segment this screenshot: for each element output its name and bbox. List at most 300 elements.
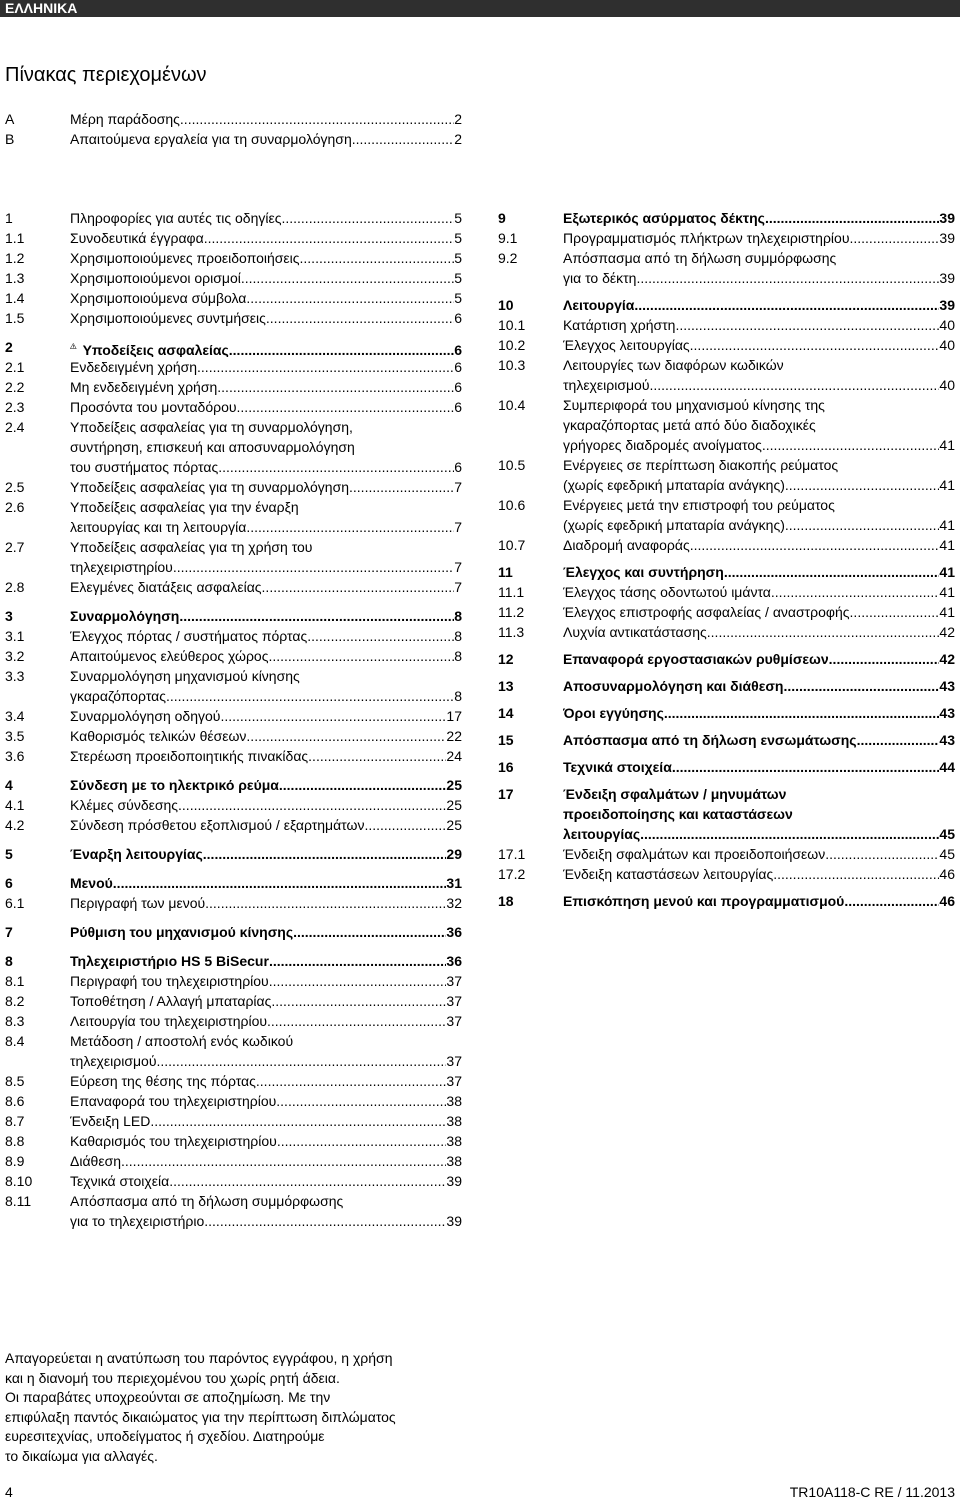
dot-leader: [303, 248, 454, 268]
toc-entry: [5, 775, 462, 795]
toc-entry-title: Απόσπασμα από τη δήλωση συμμόρφωσης: [563, 250, 837, 266]
dot-leader: [229, 340, 454, 357]
toc-entry-number: 10.3: [498, 357, 526, 373]
toc-entry-title: Λυχνία αντικατάστασης: [563, 624, 707, 640]
toc-page-number: 45: [939, 846, 955, 862]
toc-entry-title: Ένδειξη καταστάσεων λειτουργίας: [563, 866, 774, 882]
toc-entry-title: Συμπεριφορά του μηχανισμού κίνησης της: [563, 397, 825, 413]
dot-leader: [113, 873, 447, 893]
toc-title: Πίνακας περιεχομένων: [5, 64, 207, 86]
toc-entry-number: 8.6: [5, 1093, 25, 1109]
toc-entry-number: 8.1: [5, 973, 25, 989]
toc-entry: [5, 497, 462, 537]
toc-entry: [498, 757, 955, 777]
toc-page-number: 41: [939, 537, 955, 553]
toc-page-number: 37: [446, 1013, 462, 1029]
toc-entry-title: Υποδείξεις ασφαλείας για την έναρξη: [70, 499, 299, 515]
dot-leader: [690, 335, 940, 355]
toc-entry: [498, 335, 955, 355]
toc-entry: [5, 288, 462, 308]
toc-entry-number: 1.4: [5, 290, 25, 306]
toc-page-number: 37: [446, 993, 462, 1009]
toc-page-number: 46: [939, 866, 955, 882]
toc-entry-title: Έναρξη λειτουργίας: [70, 846, 203, 862]
dot-leader: [173, 557, 454, 577]
dot-leader: [246, 517, 454, 537]
dot-leader: [256, 1071, 447, 1091]
dot-leader: [166, 686, 454, 706]
toc-entry: [5, 815, 462, 835]
toc-entry-number: 17.1: [498, 846, 526, 862]
dot-leader: [246, 288, 454, 308]
document-code: TR10A118-C RE / 11.2013: [789, 1484, 955, 1500]
dot-leader: [707, 622, 940, 642]
toc-entry-number: 1.2: [5, 250, 25, 266]
toc-page-number: 46: [939, 893, 955, 909]
toc-entry-number: 11: [498, 564, 513, 580]
toc-entry-number: 3.5: [5, 728, 25, 744]
toc-entry: [498, 784, 955, 844]
dot-leader: [266, 308, 454, 328]
toc-entry-number: A: [5, 111, 15, 127]
toc-entry-title: Συναρμολόγηση μηχανισμού κίνησης: [70, 668, 300, 684]
toc-page-number: 7: [454, 519, 462, 535]
toc-entry-title: Χρησιμοποιούμενες συντμήσεις: [70, 310, 266, 326]
toc-entry-title: Μέρη παράδοσης: [70, 111, 180, 127]
toc-entry: [498, 622, 955, 642]
toc-page-number: 42: [939, 651, 955, 667]
toc-page-number: 8: [454, 688, 462, 704]
dot-leader: [180, 109, 454, 129]
toc-entry-title: Υποδείξεις ασφαλείας για τη συναρμολόγηση: [70, 479, 350, 495]
toc-entry-title: Μενού: [70, 875, 113, 891]
toc-page-number: 7: [454, 479, 462, 495]
dot-leader: [634, 295, 939, 315]
dot-leader: [218, 457, 454, 477]
toc-entry-number: 14: [498, 705, 514, 721]
dot-leader: [179, 606, 454, 626]
toc-page-number: 6: [454, 359, 462, 375]
toc-entry-number: 7: [5, 924, 13, 940]
dot-leader: [156, 1051, 446, 1071]
toc-page-number: 36: [446, 924, 462, 940]
toc-page-number: 41: [939, 604, 955, 620]
toc-entry-number: 1.3: [5, 270, 25, 286]
toc-page-number: 6: [454, 379, 462, 395]
toc-page-number: 37: [446, 1053, 462, 1069]
toc-entry: [5, 1131, 462, 1151]
toc-page-number: 5: [454, 270, 462, 286]
dot-leader: [307, 626, 454, 646]
toc-page-number: 2: [454, 131, 462, 147]
toc-entry: [498, 864, 955, 884]
toc-entry-number: 15: [498, 732, 514, 748]
toc-entry-number: 10.1: [498, 317, 526, 333]
toc-entry-number: 2.6: [5, 499, 25, 515]
toc-entry-number: 8.3: [5, 1013, 25, 1029]
toc-entry-number: 8.8: [5, 1133, 25, 1149]
toc-entry-number: 6.1: [5, 895, 25, 911]
toc-entry-number: 11.1: [498, 584, 525, 600]
toc-entry: [5, 308, 462, 328]
toc-page-number: 44: [939, 759, 955, 775]
dot-leader: [762, 435, 940, 455]
dot-leader: [269, 951, 446, 971]
toc-entry-title: Χρησιμοποιούμενοι ορισμοί.: [70, 270, 245, 286]
dot-leader: [356, 129, 455, 149]
toc-entry: [5, 873, 462, 893]
toc-entry: [5, 606, 462, 626]
toc-entry: [5, 666, 462, 706]
toc-entry: [5, 337, 462, 357]
toc-entry-title: για το δέκτη: [563, 270, 637, 286]
toc-page-number: 32: [446, 895, 462, 911]
dot-leader: [675, 315, 939, 335]
toc-entry-number: 10: [498, 297, 514, 313]
toc-entry-title: λειτουργίας και τη λειτουργία: [70, 519, 247, 535]
dot-leader: [724, 562, 940, 582]
dot-leader: [771, 582, 940, 602]
toc-entry-title: Στερέωση προειδοποιητικής πινακίδας: [70, 748, 309, 764]
toc-entry-number: 16: [498, 759, 514, 775]
toc-entry-number: 4.2: [5, 817, 25, 833]
toc-entry: [498, 730, 955, 750]
dot-leader: [364, 815, 446, 835]
toc-entry: [5, 1091, 462, 1111]
toc-entry-title: Εξωτερικός ασύρματος δέκτης: [563, 210, 765, 226]
toc-page-number: 25: [446, 797, 462, 813]
toc-right-column: [498, 208, 955, 911]
toc-entry-number: 9.1: [498, 230, 518, 246]
toc-entry-number: 8.9: [5, 1153, 25, 1169]
toc-entry: [5, 208, 462, 228]
copyright-notice: [5, 1349, 475, 1466]
copyright-line: επιφύλαξη παντός δικαιώματος για την περίπτωση διπλώματος: [5, 1408, 396, 1425]
toc-entry-title: (χωρίς εφεδρική μπαταρία ανάγκης): [563, 517, 785, 533]
copyright-line: Οι παραβάτες υποχρεούνται σε αποζημίωση. Με την: [5, 1389, 331, 1405]
toc-entry: [5, 109, 462, 129]
toc-entry-title: συντήρηση, επισκευή και αποσυναρμολόγηση: [70, 439, 355, 455]
dot-leader: [672, 757, 940, 777]
toc-entry: [498, 562, 955, 582]
toc-entry: [5, 1151, 462, 1171]
toc-page-number: 5: [454, 290, 462, 306]
dot-leader: [783, 676, 939, 696]
toc-entry-number: 3: [5, 608, 13, 624]
dot-leader: [785, 515, 940, 535]
dot-leader: [121, 1151, 446, 1171]
toc-page-number: 38: [446, 1093, 462, 1109]
toc-page-number: 41: [939, 584, 955, 600]
toc-page-number: 8: [454, 628, 462, 644]
toc-entry-title: Λειτουργία του τηλεχειριστηρίου.: [70, 1013, 271, 1029]
dot-leader: [220, 706, 446, 726]
toc-entry: [498, 602, 955, 622]
toc-entry-number: 2.2: [5, 379, 25, 395]
toc-entry-title: Διάθεση: [70, 1153, 122, 1169]
toc-entry: [498, 455, 955, 495]
dot-leader: [150, 1111, 446, 1131]
toc-entry-number: 3.6: [5, 748, 25, 764]
dot-leader: [829, 649, 940, 669]
dot-leader: [281, 208, 454, 228]
dot-leader: [276, 1091, 446, 1111]
toc-entry-title: Κλέμες σύνδεσης: [70, 797, 179, 813]
language-header-bar: [0, 0, 960, 17]
toc-entry: [5, 417, 462, 477]
toc-entry: [498, 208, 955, 228]
toc-entry-title: Υποδείξεις ασφαλείας για τη χρήση του: [70, 539, 313, 555]
toc-entry-number: 1.1: [5, 230, 25, 246]
toc-entry-number: 8.2: [5, 993, 25, 1009]
toc-entry: [5, 577, 462, 597]
toc-entry: [5, 1191, 462, 1231]
dot-leader: [857, 730, 940, 750]
toc-page-number: 40: [939, 377, 955, 393]
toc-entry-number: 8.4: [5, 1033, 25, 1049]
toc-entry-number: 3.3: [5, 668, 25, 684]
toc-entry-number: 18: [498, 893, 514, 909]
toc-entry-number: B: [5, 131, 15, 147]
dot-leader: [203, 844, 447, 864]
toc-entry-title: Απαιτούμενος ελεύθερος χώρος: [70, 648, 269, 664]
toc-page-number: 42: [939, 624, 955, 640]
toc-entry-title: Μετάδοση / αποστολή ενός κωδικού: [70, 1033, 294, 1049]
toc-entry-title: Επαναφορά του τηλεχειριστηρίου: [70, 1093, 277, 1109]
toc-entry: [498, 295, 955, 315]
dot-leader: [245, 268, 454, 288]
toc-entry-number: 2.5: [5, 479, 25, 495]
toc-entry-number: 2.3: [5, 399, 25, 415]
toc-entry-title: Καθαρισμός του τηλεχειριστηρίου: [70, 1133, 277, 1149]
toc-page-number: 5: [454, 250, 462, 266]
toc-entry: [498, 355, 955, 395]
language-label: ΕΛΛΗΝΙΚΑ: [5, 0, 78, 16]
toc-entry-title: Απόσπασμα από τη δήλωση ενσωμάτωσης: [563, 732, 857, 748]
toc-entry-title: Ενέργειες μετά την επιστροφή του ρεύματος: [563, 497, 835, 513]
toc-entry-title: Λειτουργίες των διαφόρων κωδικών: [563, 357, 784, 373]
toc-entry-title: Απαιτούμενα εργαλεία για τη συναρμολόγηση.: [70, 131, 356, 147]
toc-entry: [5, 477, 462, 497]
toc-entry-number: 8.10: [5, 1173, 33, 1189]
toc-entry: [5, 795, 462, 815]
toc-page-number: 39: [446, 1173, 462, 1189]
toc-entry: [5, 268, 462, 288]
toc-page-number: 45: [939, 826, 955, 842]
dot-leader: [205, 893, 446, 913]
toc-entry-number: 17: [498, 786, 514, 802]
dot-leader: [197, 357, 454, 377]
toc-entry-title: Εύρεση της θέσης της πόρτας: [70, 1073, 256, 1089]
toc-page-number: 40: [939, 337, 955, 353]
toc-entry: [5, 626, 462, 646]
toc-entry: [5, 893, 462, 913]
dot-leader: [293, 922, 446, 942]
toc-entry-title: Χρησιμοποιούμενες προειδοποιήσεις.: [70, 250, 304, 266]
toc-page-number: 6: [454, 459, 462, 475]
toc-entry-title: Σύνδεση πρόσθετου εξοπλισμού / εξαρτημάτων: [70, 817, 365, 833]
toc-page-number: 38: [446, 1113, 462, 1129]
toc-entry-number: 10.5: [498, 457, 526, 473]
dot-leader: [690, 535, 940, 555]
toc-page-number: 22: [446, 728, 462, 744]
dot-leader: [277, 1131, 447, 1151]
dot-leader: [636, 268, 939, 288]
toc-entry-number: 10.2: [498, 337, 526, 353]
toc-entry-title: Τεχνικά στοιχεία: [563, 759, 672, 775]
toc-page-number: 25: [446, 817, 462, 833]
toc-entry: [5, 746, 462, 766]
toc-entry-title: Ένδειξη σφαλμάτων και προειδοποιήσεων: [563, 846, 826, 862]
toc-entry: [5, 706, 462, 726]
toc-entry-title: Περιγραφή του τηλεχειριστηρίου: [70, 973, 269, 989]
toc-entry: [498, 248, 955, 288]
toc-entry: [5, 991, 462, 1011]
toc-page-number: 8: [454, 608, 462, 624]
toc-entry-title: Ελεγμένες διατάξεις ασφαλείας: [70, 579, 262, 595]
dot-leader: [217, 377, 454, 397]
toc-entry: [5, 922, 462, 942]
toc-page-number: 39: [939, 270, 955, 286]
dot-leader: [178, 795, 446, 815]
copyright-line: το δικαίωμα για αλλαγές.: [5, 1447, 158, 1464]
toc-entry-number: 3.2: [5, 648, 25, 664]
toc-entry-number: 9.2: [498, 250, 518, 266]
toc-page-number: 7: [454, 579, 462, 595]
toc-entry-number: 2: [5, 339, 13, 355]
toc-entry: [5, 397, 462, 417]
toc-entry-number: 4: [5, 777, 13, 793]
toc-entry-title: Κατάρτιση χρήστη: [563, 317, 676, 333]
toc-entry-title: Επισκόπηση μενού και προγραμματισμού: [563, 893, 845, 909]
toc-page-number: 43: [939, 705, 955, 721]
toc-page-number: 17: [446, 708, 462, 724]
toc-entry: [498, 676, 955, 696]
toc-entry: [5, 357, 462, 377]
toc-page-number: 7: [454, 559, 462, 575]
toc-left-column: [5, 208, 462, 1231]
toc-entry-title: Επαναφορά εργοστασιακών ρυθμίσεων: [563, 651, 829, 667]
toc-entry-title: γκαραζόπορτας μετά από δύο διαδοχικές: [563, 417, 816, 433]
dot-leader: [262, 577, 455, 597]
toc-entry-number: 12: [498, 651, 514, 667]
dot-leader: [765, 208, 939, 228]
toc-page-number: 41: [939, 477, 955, 493]
toc-entry-title: Περιγραφή των μενού: [70, 895, 206, 911]
dot-leader: [169, 1171, 446, 1191]
toc-entry-title: Έλεγχος και συντήρηση: [563, 564, 724, 580]
toc-entry-title: Έλεγχος πόρτας / συστήματος πόρτας: [70, 628, 308, 644]
toc-entry-title: Διαδρομή αναφοράς: [563, 537, 690, 553]
toc-entry-number: 13: [498, 678, 514, 694]
dot-leader: [649, 375, 939, 395]
toc-entry: [5, 726, 462, 746]
toc-page-number: 2: [454, 111, 462, 127]
toc-entry-title: Απόσπασμα από τη δήλωση συμμόρφωσης: [70, 1193, 344, 1209]
dot-leader: [640, 824, 939, 844]
toc-entry-title: για το τηλεχειριστήριο: [70, 1213, 205, 1229]
dot-leader: [204, 228, 454, 248]
toc-entry-title: Έλεγχος τάσης οδοντωτού ιμάντα: [563, 584, 771, 600]
toc-page-number: 38: [446, 1133, 462, 1149]
toc-entry-title: Συνοδευτικά έγγραφα: [70, 230, 204, 246]
dot-leader: [204, 1211, 446, 1231]
toc-entry-title: Ενέργειες σε περίπτωση διακοπής ρεύματος: [563, 457, 839, 473]
toc-page-number: 39: [939, 210, 955, 226]
toc-entry: [498, 535, 955, 555]
toc-page-number: 29: [446, 846, 462, 862]
toc-page-number: 39: [939, 297, 955, 313]
toc-entry-number: 17.2: [498, 866, 526, 882]
toc-entry-title: Συναρμολόγηση οδηγού: [70, 708, 221, 724]
toc-page-number: 43: [939, 732, 955, 748]
toc-entry-number: 11.2: [498, 604, 525, 620]
toc-entry: [5, 377, 462, 397]
dot-leader: [850, 602, 940, 622]
toc-page-number: 5: [454, 230, 462, 246]
toc-entry-number: 3.1: [5, 628, 25, 644]
toc-page-number: 5: [454, 210, 462, 226]
toc-entry-number: 2.4: [5, 419, 25, 435]
toc-entry-title: τηλεχειριστηρίου: [70, 559, 173, 575]
toc-entry: [5, 1171, 462, 1191]
toc-entry: [5, 129, 462, 149]
dot-leader: [785, 475, 940, 495]
toc-entry-title: τηλεχειρισμού: [70, 1053, 157, 1069]
dot-leader: [825, 844, 939, 864]
dot-leader: [664, 703, 940, 723]
toc-entry-title: Αποσυναρμολόγηση και διάθεση: [563, 678, 784, 694]
toc-entry-title: Τηλεχειριστήριο HS 5 BiSecur: [70, 953, 269, 969]
toc-page-number: 36: [446, 953, 462, 969]
toc-entry-number: 6: [5, 875, 13, 891]
dot-leader: [349, 477, 454, 497]
dot-leader: [271, 991, 446, 1011]
dot-leader: [237, 397, 455, 417]
toc-page-number: 31: [446, 875, 462, 891]
toc-page-number: 6: [454, 399, 462, 415]
toc-entry-title: Συναρμολόγηση: [70, 608, 180, 624]
toc-page-number: 39: [446, 1213, 462, 1229]
toc-entry-number: 8.7: [5, 1113, 25, 1129]
toc-entry-number: 8: [5, 953, 13, 969]
toc-entry-number: 10.4: [498, 397, 526, 413]
toc-entry: [5, 971, 462, 991]
toc-entry: [5, 951, 462, 971]
toc-entry-number: 2.8: [5, 579, 25, 595]
toc-entry-title: προειδοποίησης και καταστάσεων: [563, 806, 793, 822]
dot-leader: [844, 891, 939, 911]
toc-entry: [498, 891, 955, 911]
toc-entry-title: Ένδειξη LED: [70, 1113, 151, 1129]
toc-entry-number: 10.6: [498, 497, 526, 513]
toc-entry-number: 8.5: [5, 1073, 25, 1089]
toc-page-number: 6: [454, 310, 462, 326]
toc-entry-title: Σύνδεση με το ηλεκτρικό ρεύμα: [70, 777, 279, 793]
toc-entry: [498, 395, 955, 455]
toc-entry-number: 2.7: [5, 539, 25, 555]
toc-entry: [5, 537, 462, 577]
toc-entry: [498, 495, 955, 535]
page-number: 4: [5, 1484, 13, 1500]
toc-page-number: 40: [939, 317, 955, 333]
toc-entry-number: 10.7: [498, 537, 526, 553]
toc-entry: [498, 582, 955, 602]
toc-entry-number: 11.3: [498, 624, 525, 640]
toc-page-number: 41: [939, 437, 955, 453]
toc-page-number: 41: [939, 564, 955, 580]
toc-entry: [498, 649, 955, 669]
